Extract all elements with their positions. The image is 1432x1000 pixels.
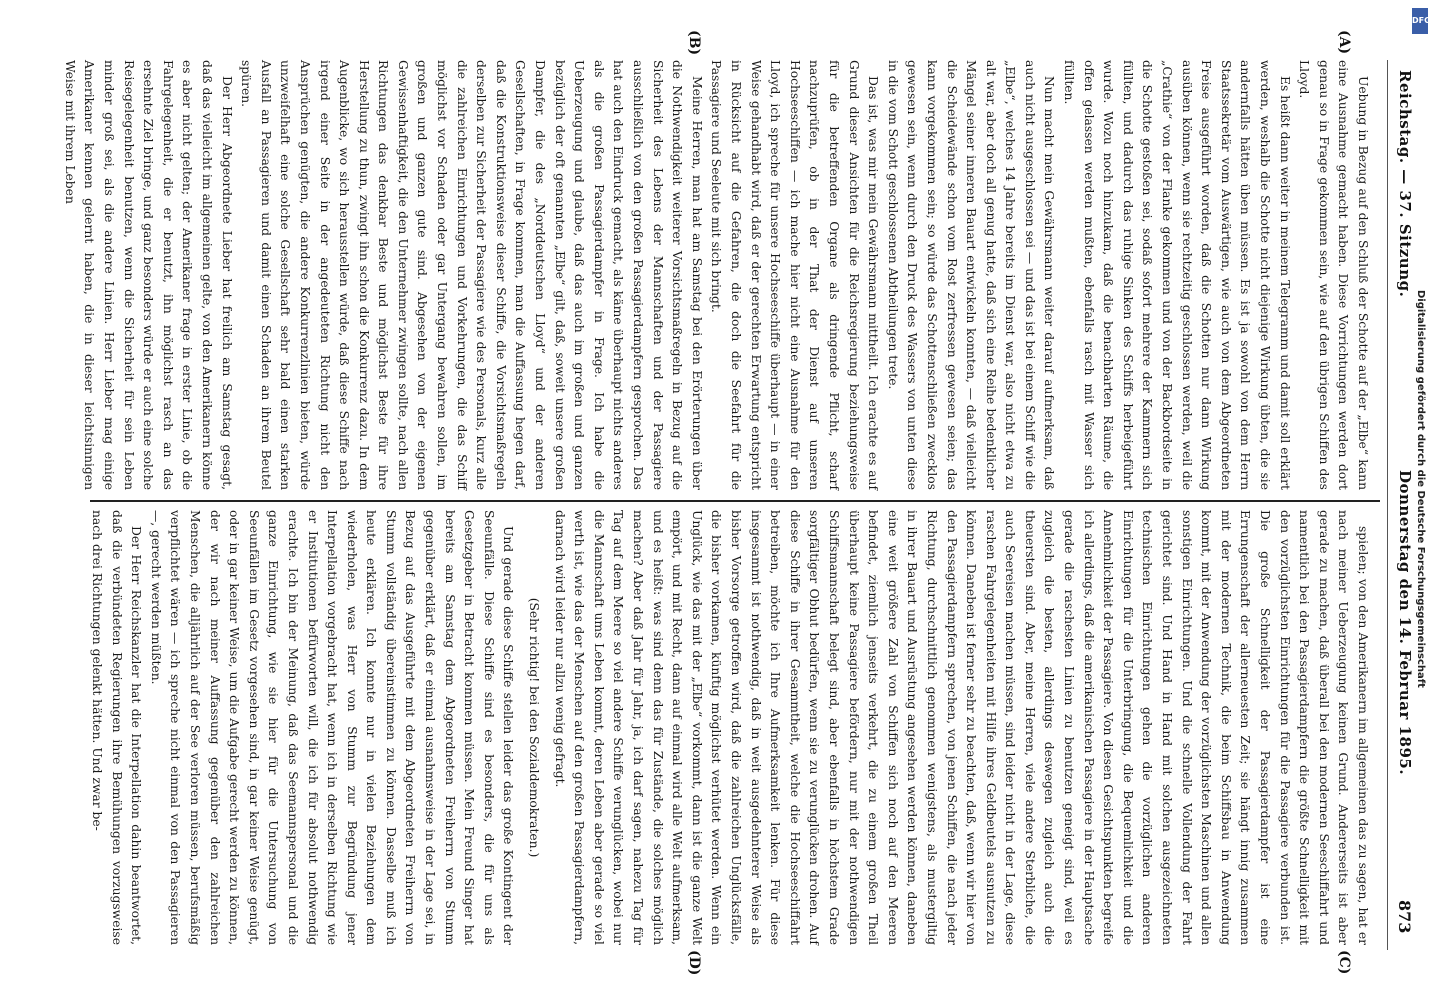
paragraph: Das ist, was mir mein Gewährsmann mittheilt. Ich erachte es auf Grund dieser Ansichten für die Reichsregierung beziehungsweise für die betreffenden Organe als dringende Pflicht, scharf nachzuprüfen, ob in der That der Dienst auf unseren Hochseeschiffen — ich mache hier nicht eine Ausnahme für den Lloyd, ich spreche für unsere Hochseeschiffe überhaupt — in einer Weise gehandhabt wird, daß er der gerechten Erwartung entspricht in Rücksicht auf die Gefahren, die doch die Seefahrt für die Passagiere und Seeleute mit sich bringt. (709, 60, 881, 490)
credit-strip (1408, 0, 1432, 1000)
dfg-logo (1412, 8, 1431, 34)
left-column (62, 60, 1372, 490)
paragraph: Der Herr Abgeordnete Lieber hat freilich am Samstag gesagt, daß das vielleicht im allgemeinen gelte, von den Amerikanern könne es aber nicht gelten; der Amerikaner frage in erster Linie, ob die Fahrgelegenheit, die er benutzt, ihn möglichst rasch an das ersehnte Ziel bringe, und ganz besonders würde er auch eine solche Reisegelegenheit benutzen, wenn die Sicherheit für sein Leben minder groß sei, als die andere Linien. Herr Lieber mag einige Amerikaner kennen gelernt haben, die in dieser leichtsinnigen Weise mit ihrem Leben (62, 60, 234, 490)
header-center: Donnerstag den 14. Februar 1895. (1396, 470, 1414, 776)
header-rule (1387, 60, 1388, 950)
column-divider (90, 500, 1380, 502)
credit-text: Digitalisierung gefördert durch die Deutsche Forschungsgemeinschaft (1415, 290, 1426, 688)
paragraph: Der Herr Reichskanzler hat die Interpellation dahin beantwortet, daß die verbündeten Regierungen ihre Bemühungen vorzugsweise nach drei Richtungen gelenkt hätten. Und zwar be- (90, 510, 144, 945)
interjection: (Sehr richtig! bei den Sozialdemokraten.) (527, 597, 542, 858)
dfg-logo-text: DFG (1412, 16, 1431, 25)
margin-label-b: (B) (686, 30, 702, 56)
paragraph: Uebung in Bezug auf den Schluß der Schotte auf der „Elbe“ kann eine Ausnahme gemacht haben. Diese Vorrichtungen werden dort genau so in Frage gekommen sein, wie auf den übrigen Schiffen des Lloyd. (1297, 60, 1370, 490)
paragraph: Meine Herren, man hat am Samstag bei den Erörterungen über die Nothwendigkeit weiterer Vorsichtsmaßregeln in Bezug auf die Sicherheit des Lebens der Mannschaften und der Passagiere ausschließlich von den großen Passagierdampfern gesprochen. Das hat auch den Eindruck gemacht, als käme überhaupt nichts anderes als die großen Passagierdampfer in Frage. Ich habe die Ueberzeugung und glaube, daß das auch im großen und ganzen bezüglich der oft genannten „Elbe“ gilt, daß, soweit unsere großen Dampfer, die des „Norddeutschen Lloyd“ und der anderen Gesellschaften, in Frage kommen, man die Auffassung hegen darf, daß die Konstruktionsweise dieser Schiffe, die Vorsichtsmaßregeln derselben zur Sicherheit der Passagiere wie des Personals, kurz alle die zahlreichen Einrichtungen und Vorkehrungen, die das Schiff möglichst vor Schaden oder gar Untergang bewahren sollen, im großen und ganzen gute sind. Abgesehen von der eigenen Gewissenhaftigkeit, die den Unternehmer zwingen sollte, nach allen Richtungen das denkbar Beste und möglichst Beste für ihre Herstellung zu thun, zwingt ihn schon die Konkurrenz dazu. In dem Augenblicke, wo sich herausstellen würde, daß diese Schiffe nach irgend einer Seite in der angedeuteten Richtung nicht den Ansprüchen genügten, die andere Konkurrenzlinien bieten, würde unzweifelhaft eine solche Gesellschaft sehr bald einen starken Ausfall an Passagieren und damit einen Schaden an ihrem Beutel spüren. (239, 60, 704, 490)
right-column (72, 510, 1372, 945)
paragraph: Es heißt dann weiter in meinem Telegramm und damit soll erklärt werden, weshalb die Schotte nicht diejenige Wirkung übten, die sie andernfalls hätten üben müssen. Es ist ja sowohl von dem Herrn Staatssekretär vom Auswärtigen, wie auch von dem Abgeordneten Freise ausgeführt worden, daß die Schotten nur dann Wirkung ausüben können, wenn sie rechtzeitig geschlossen werden, weil die „Crathie“ von der Flanke gekommen und von der Backbordseite in die Schotte gestoßen sei, sodaß sofort mehrere der Kammern sich füllten, und dadurch das ruhige Sinken des Schiffs herbeigeführt wurde. Wozu noch hinzukam, daß die benachbarten Räume, die offen gelassen werden mußten, ebenfalls rasch mit Wasser sich füllten. (1062, 60, 1292, 490)
paragraph: spielen; von den Amerikanern im allgemeinen das zu sagen, hat er nach meiner Ueberzeugung keinen Grund. Andererseits ist aber gerade zu machen, daß überall bei den modernen Seeschiffahrt und namentlich bei den Passagierdampfern die größte Schnelligkeit mit den vorzüglichsten Einrichtungen für die Passagiere verbunden ist. Die große Schnelligkeit der Passagierdampfer ist eine Errungenschaft der allerneuesten Zeit; sie hängt innig zusammen mit der modernen Technik, die beim Schiffsbau in Anwendung kommt, mit der Anwendung der vorzüglichsten Maschinen und allen sonstigen Einrichtungen. Und die schnelle Vollendung der Fahrt gerichtet sind. Und Hand in Hand mit solchen ausgezeichneten technischen Einrichtungen gehen die vorzüglichen anderen Einrichtungen für die Unterbringung, die Bequemlichkeit und die Annehmlichkeit der Passagiere. Von diesen Gesichtspunkten begreife ich allerdings, daß die amerikanischen Passagiere in der Hauptsache gerade die raschesten Linien zu benutzen geneigt sind, weil es zugleich die besten, allerdings deswegen zugleich auch die theuersten sind. Aber, meine Herren, viele andere Sterbliche, die auch Seereisen machen müssen, sind leider nicht in der Lage, diese raschen Fahrgelegenheiten mit Hilfe ihres Geldbeutels ausnutzen zu können. Daneben ist ferner sehr zu beachten, daß, wenn wir hier von den Passagierdampfern sprechen, von jenen Schiffen, die nach jeder Richtung, durchschnittlich genommen wenigstens, als mustergiltig in ihrer Bauart und Ausrüstung angesehen werden können, daneben eine weit größere Zahl von Schiffen sich noch auf den Meeren befindet, ziemlich jenseits verkehrt, die zu einem großen Theil überhaupt keine Passagiere befördern, nur mit der nothwendigen Schiffsmannschaft belegt sind, aber ebenfalls in höchstem Grade sorgfältiger Obhut bedürfen, wenn sie zu verunglücken drohen. Auf diese Schiffe in ihrer Gesammtheit, welche die Hochseeschiffahrt betreiben, möchte ich Ihre Aufmerksamkeit lenken. Für diese insgesammt ist nothwendig, daß in weit ausgedehnterer Weise als bisher Vorsorge getroffen wird, daß die zahlreichen Unglücksfälle, die bisher vorkamen, künftig möglichst verhütet werden. Wenn ein Unglück, wie das mit der „Elbe“ vorkommt, dann ist die ganze Welt empört, und mit Recht, dann auf einmal wird alle Welt aufmerksam, und es heißt: was sind denn das für Zustände, die solches möglich machen? Aber daß Jahr für Jahr, ja, ich darf sagen, nahezu Tag für Tag auf dem Meere so viel andere Schiffe verunglücken, wobei nur die Mannschaft ums Leben kommt, deren Leben aber gerade so viel werth ist, wie das der Menschen auf den großen Passagierdampfern, darnach wird leider nur allzu wenig gefragt. (552, 510, 1370, 945)
page-number: 873 (1395, 900, 1414, 934)
header-left: Reichstag. — 37. Sitzung. (1396, 70, 1414, 298)
margin-label-d: (D) (686, 950, 702, 976)
margin-label-a: (A) (1336, 30, 1352, 55)
paragraph: Nun macht mein Gewährsmann weiter darauf aufmerksam, daß auch nicht ausgeschlossen sei — und das ist bei einem Schiff wie die „Elbe“, welches 14 Jahre bereits im Dienst war, also nicht etwa zu alt war, aber doch all genug hatte, daß sich eine Reihe bedenklicher Mängel seiner inneren Bauart entwickeln konnten, — daß vielleicht die Scheidewände schon vom Rost zerfressen gewesen seien; das kann vorgekommen sein; so würde das Schottenschließen zwecklos gewesen sein, wenn durch den Druck des Wassers von unten diese in die vom Schott geschlossenen Abtheilungen trete. (885, 60, 1057, 490)
margin-label-c: (C) (1336, 950, 1352, 975)
paragraph: Und gerade diese Schiffe stellen leider das große Kontingent der Seeunfälle. Diese Schiffe sind es besonders, die für uns als Gesetzgeber in Betracht kommen müssen. Mein Freund Singer hat bereits am Samstag dem Abgeordneten Freiherrn von Stumm gegenüber erklärt, daß er einmal ausnahmsweise in der Lage sei, in Bezug auf das Ausgeführte mit dem Abgeordneten Freiherrn von Stumm vollständig übereinstimmen zu können. Dasselbe muß ich heute erklären. Ich konnte nur in vielen Beziehungen dem wiederholen, was Herr von Stumm zur Begründung jener Interpellation vorgebracht hat, wenn ich in derselben Richtung wie er Institutionen befürworten will, die ich für absolut nothwendig erachte. Ich bin der Meinung, daß das Seemannspersonal und die ganze Einrichtung, wie sie hier für die Untersuchung von Seeunfällen im Gesetz vorgesehen sind, in gar keiner Weise genügt, oder in gar keiner Weise, um die Aufgabe gerecht werden zu können, der wir nach meiner Auffassung gegenüber den zahlreichen Menschen, die alljährlich auf der See verloren müssen, berufsmäßig verpflichtet wären — ich spreche nicht einmal von den Passagieren —, gerecht werden müßten. (148, 510, 516, 945)
